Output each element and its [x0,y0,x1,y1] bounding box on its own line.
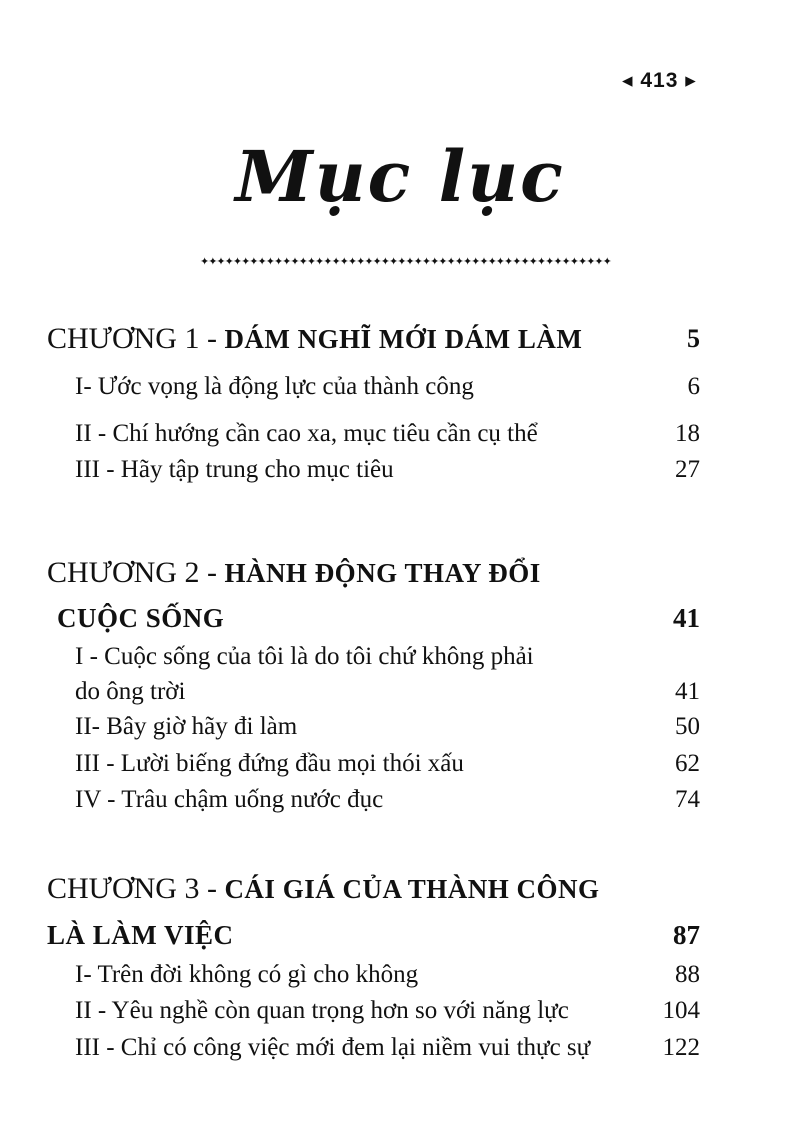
toc-entry-label: III - Lười biếng đứng đầu mọi thói xấu [75,750,464,777]
toc-entry-label: III - Hãy tập trung cho mục tiêu [75,456,394,483]
toc-entry[interactable] [0,643,800,683]
chapter-2-heading-cont[interactable] [0,603,800,643]
toc-entry-page: 6 [687,373,700,400]
toc-entry-page: 18 [675,420,700,447]
toc-entry-label: II - Yêu nghề còn quan trọng hơn so với năng lực [75,997,569,1024]
toc-entry[interactable] [0,420,800,460]
chapter-page: 87 [673,920,700,950]
chapter-1-heading[interactable] [0,322,800,362]
toc-entry[interactable] [0,373,800,413]
toc-entry-label-cont: do ông trời [75,678,186,705]
toc-entry[interactable] [0,713,800,753]
toc-entry-page: 122 [662,1034,700,1061]
toc-entry[interactable] [0,750,800,790]
toc-entry-label: III - Chỉ có công việc mới đem lại niềm vui thực sự [75,1034,591,1061]
toc-entry-page: 88 [675,961,700,988]
toc-entry-label: II- Bây giờ hãy đi làm [75,713,298,740]
ornament-divider: ✦✦✦✦✦✦✦✦✦✦✦✦✦✦✦✦✦✦✦✦✦✦✦✦✦✦✦✦✦✦✦✦✦✦✦✦✦✦✦✦✦✦✦✦✦✦✦✦✦✦ [200,255,611,268]
toc-entry-label: I - Cuộc sống của tôi là do tôi chứ không phải [75,643,534,670]
toc-entry-page: 74 [675,786,700,813]
toc-entry-label: I- Ước vọng là động lực của thành công [75,373,474,400]
toc-entry[interactable] [0,456,800,496]
chapter-title-cont: LÀ LÀM VIỆC [47,920,234,950]
toc-entry-page: 62 [675,750,700,777]
chapter-title: DÁM NGHĨ MỚI DÁM LÀM [224,324,583,354]
toc-entry-label: II - Chí hướng cần cao xa, mục tiêu cần cụ thể [75,420,538,447]
chapter-page: 41 [673,603,700,633]
page-title: Mục lục [235,135,565,218]
toc-entry[interactable] [0,786,800,826]
toc-entry[interactable] [0,997,800,1037]
chapter-page: 5 [687,324,700,353]
chapter-2-heading[interactable] [0,556,800,596]
chapter-title-cont: CUỘC SỐNG [57,603,225,633]
chapter-title: CÁI GIÁ CỦA THÀNH CÔNG [224,874,600,904]
toc-entry[interactable] [0,1034,800,1074]
toc-entry-page: 41 [675,678,700,705]
toc-entry-page: 104 [662,997,700,1024]
chapter-prefix: CHƯƠNG 1 - [47,322,225,355]
chapter-prefix: CHƯƠNG 3 - [47,872,225,905]
chapter-prefix: CHƯƠNG 2 - [47,556,225,589]
chapter-title: HÀNH ĐỘNG THAY ĐỔI [224,558,541,588]
toc-entry-page: 50 [675,713,700,740]
toc-entry[interactable] [0,961,800,1001]
toc-entry-label: IV - Trâu chậm uống nước đục [75,786,384,813]
page-number: ◂ 413 ▸ [622,69,697,92]
toc-entry-page: 27 [675,456,700,483]
toc-entry-cont[interactable] [0,678,800,718]
toc-entry-label: I- Trên đời không có gì cho không [75,961,419,988]
chapter-3-heading[interactable] [0,872,800,912]
chapter-3-heading-cont[interactable] [0,920,800,960]
